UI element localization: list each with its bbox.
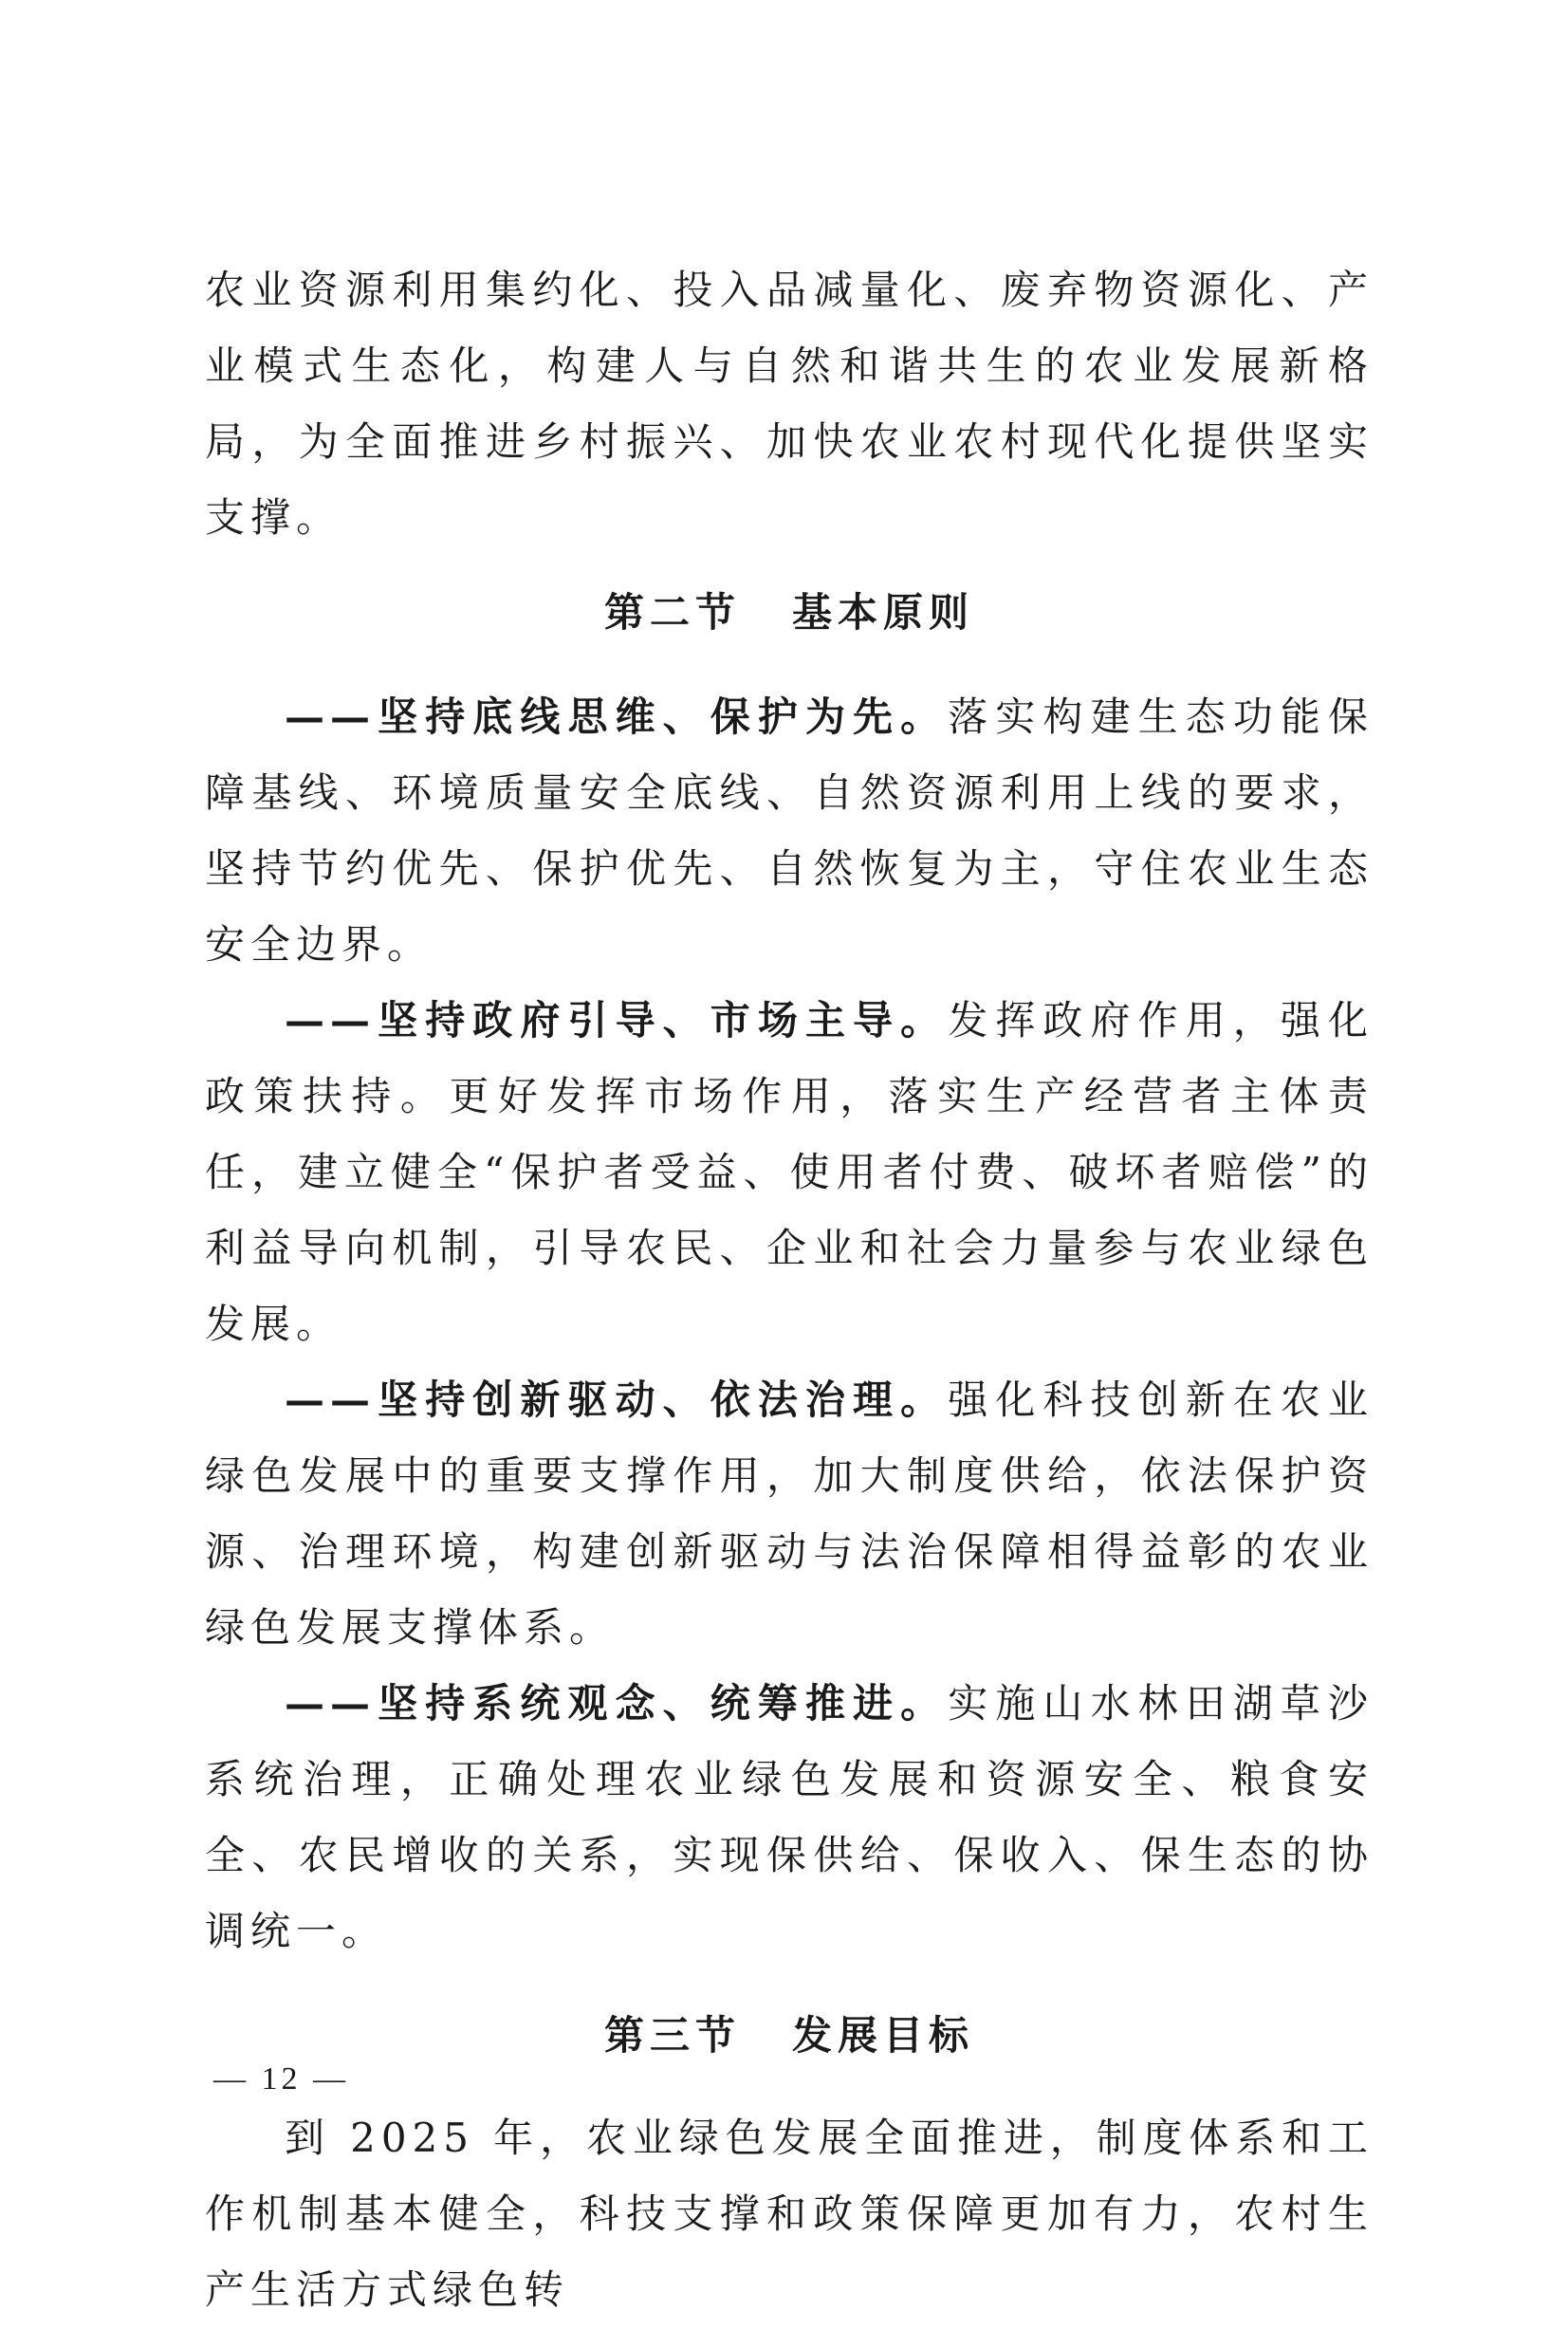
principle-lead: ——坚持创新驱动、依法治理。 <box>285 1376 949 1423</box>
section-heading-goals <box>205 1998 1374 2074</box>
principle-lead: ——坚持底线思维、保护为先。 <box>285 693 949 740</box>
principle-paragraph <box>205 983 1374 1362</box>
page-number: — 12 — <box>213 2061 349 2097</box>
section-heading-principles <box>205 575 1374 651</box>
principle-text: 实施山水林田湖草沙系统治理，正确处理农业绿色发展和资源安全、粮食安全、农民增收的关系，实现保供给、保收入、保生态的协调统一。 <box>205 1680 1374 1954</box>
principle-text: 强化科技创新在农业绿色发展中的重要支撑作用，加大制度供给，依法保护资源、治理环境，构建创新驱动与法治保障相得益彰的农业绿色发展支撑体系。 <box>205 1376 1374 1651</box>
principle-paragraph <box>205 679 1374 983</box>
section-title: 基本原则 <box>792 589 975 636</box>
principle-lead: ——坚持政府引导、市场主导。 <box>285 997 949 1044</box>
principle-paragraph <box>205 1666 1374 1969</box>
principle-paragraph <box>205 1362 1374 1666</box>
section-number: 第三节 <box>603 2012 741 2059</box>
intro-paragraph: 农业资源利用集约化、投入品减量化、废弃物资源化、产业模式生态化，构建人与自然和谐共生的农业发展新格局，为全面推进乡村振兴、加快农业农村现代化提供坚实支撑。 <box>205 267 1374 541</box>
principle-lead: ——坚持系统观念、统筹推进。 <box>285 1680 949 1727</box>
principle-text: 发挥政府作用，强化政策扶持。更好发挥市场作用，落实生产经营者主体责任，建立健全“保护者受益、使用者付费、破坏者赔偿”的利益导向机制，引导农民、企业和社会力量参与农业绿色发展。 <box>205 997 1374 1347</box>
section-title: 发展目标 <box>792 2012 975 2059</box>
goal-paragraph: 到 2025 年，农业绿色发展全面推进，制度体系和工作机制基本健全，科技支撑和政策保障更加有力，农村生产生活方式绿色转 <box>205 2115 1374 2313</box>
principle-text: 落实构建生态功能保障基线、环境质量安全底线、自然资源利用上线的要求，坚持节约优先、保护优先、自然恢复为主，守住农业生态安全边界。 <box>205 693 1374 968</box>
document-body <box>205 252 1374 2328</box>
section-number: 第二节 <box>603 589 741 636</box>
